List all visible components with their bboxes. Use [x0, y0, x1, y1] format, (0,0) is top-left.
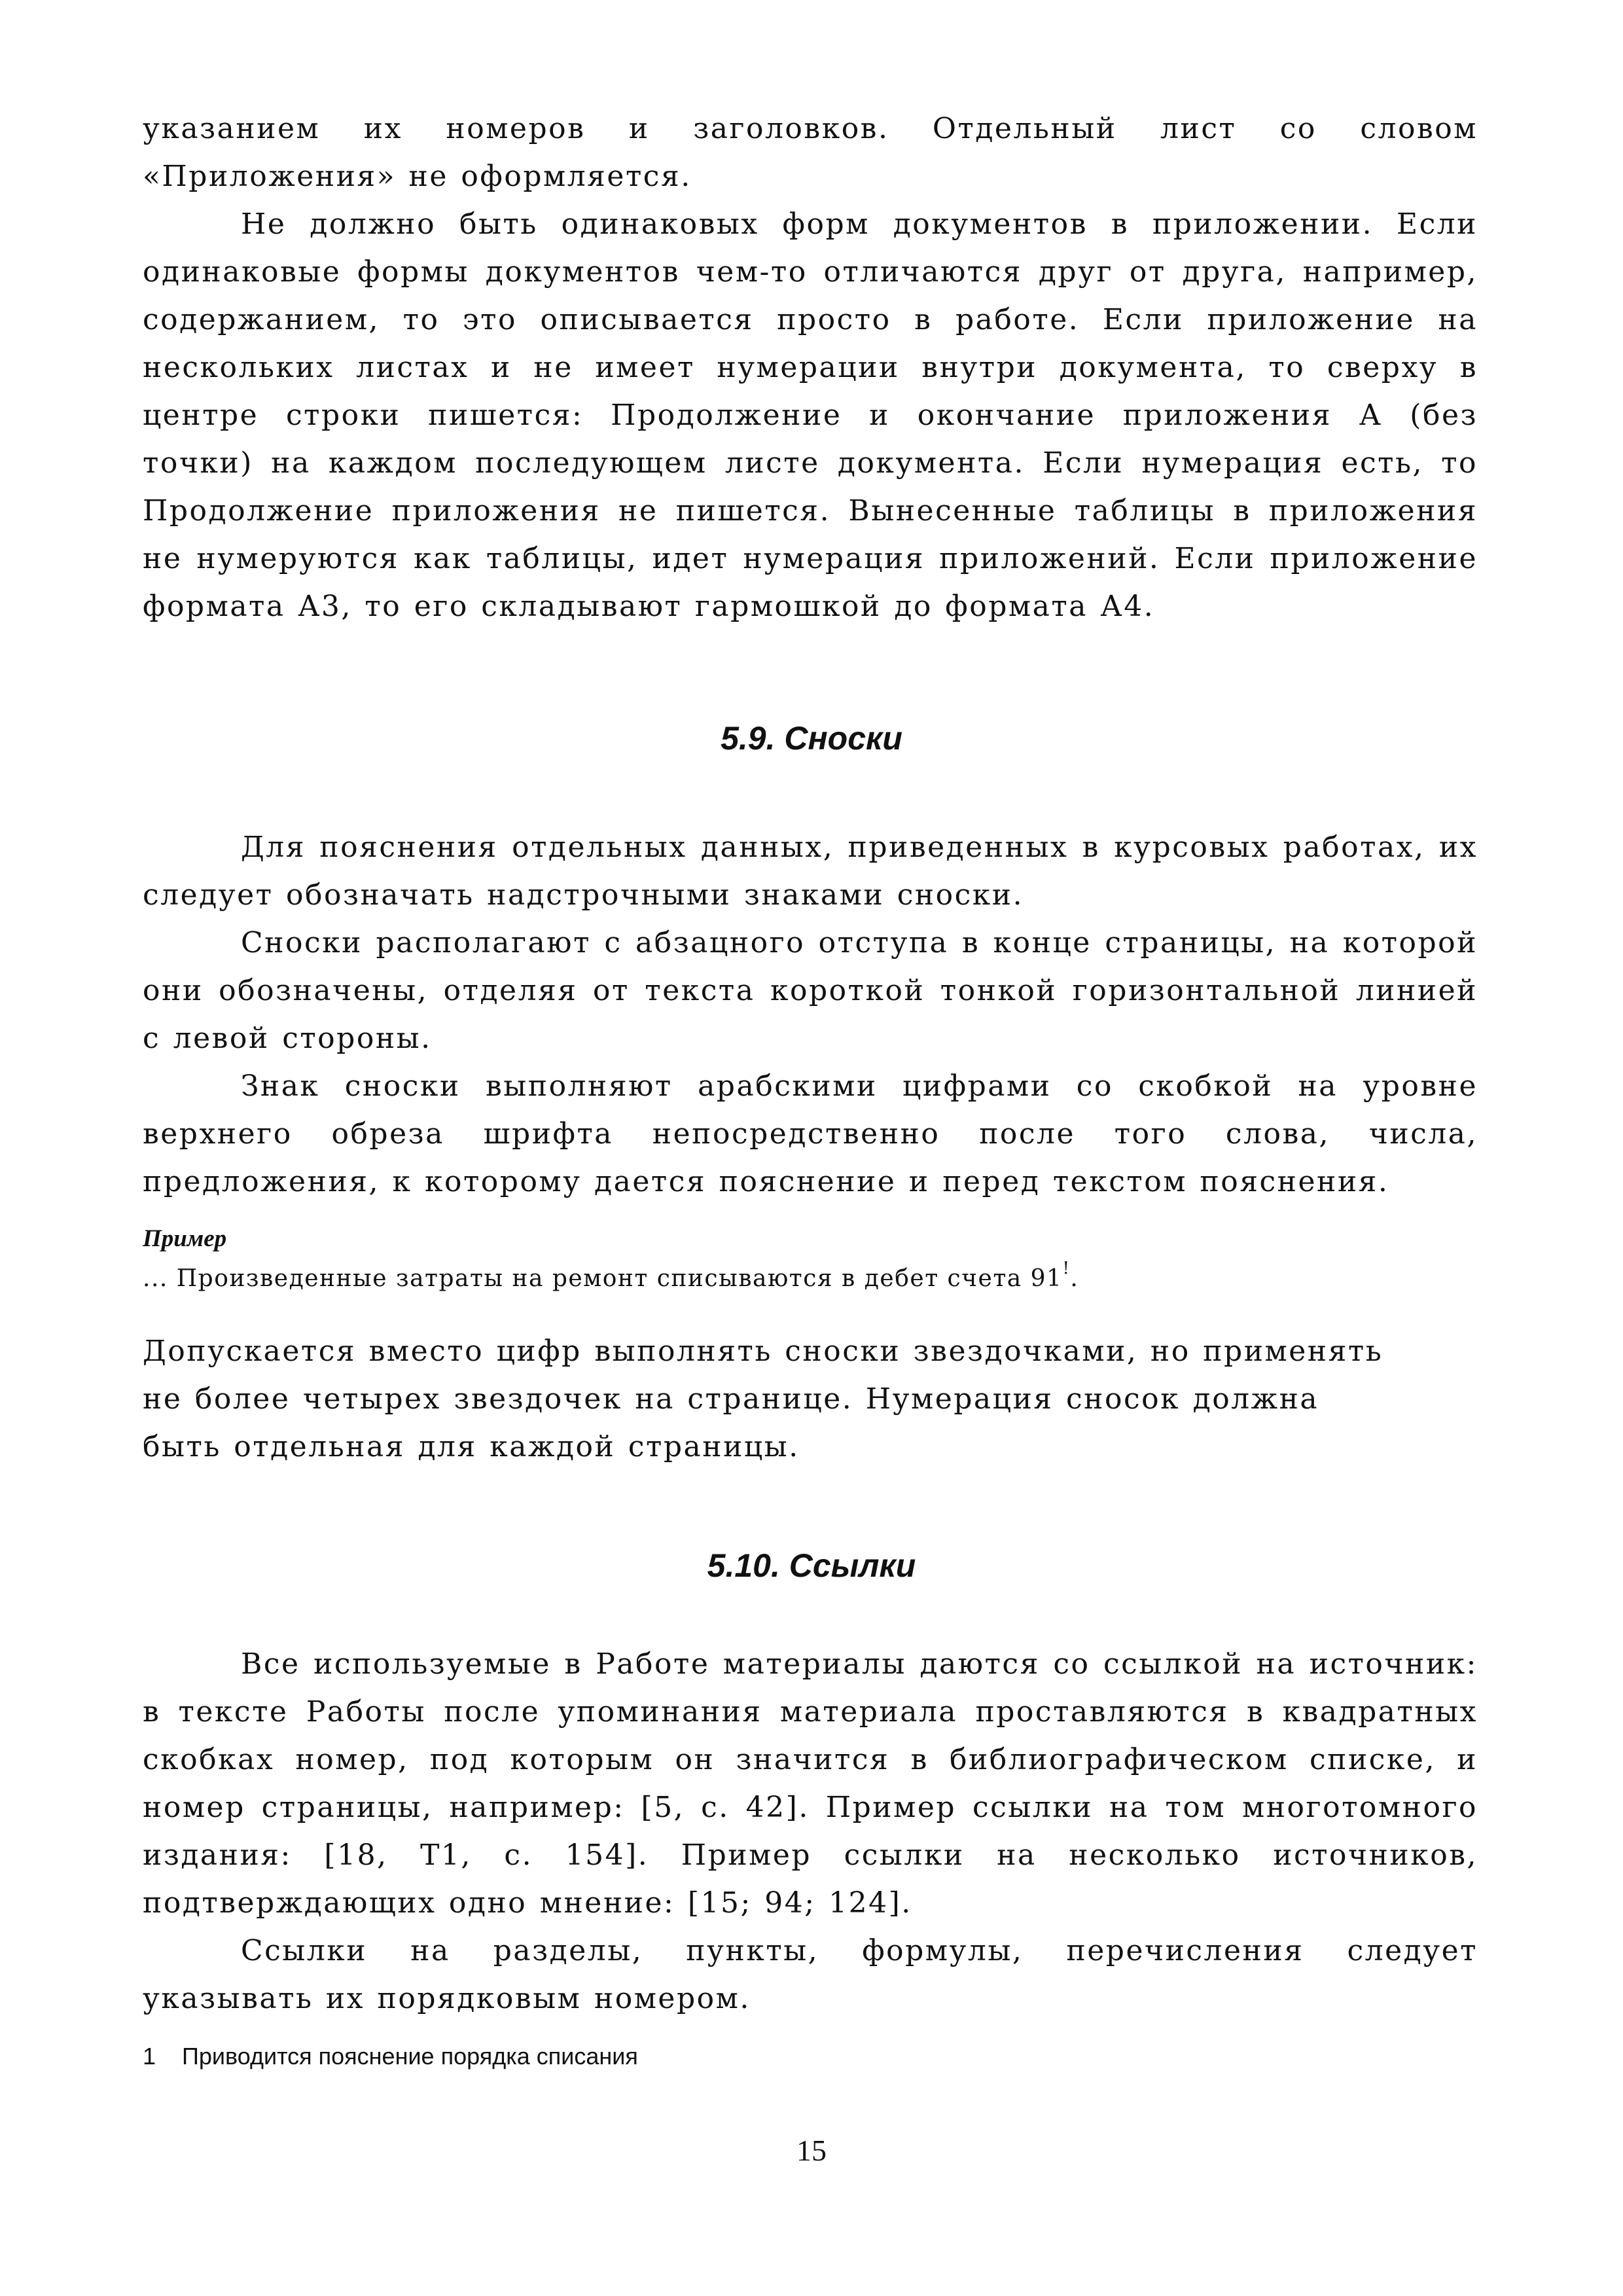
footnote-number: 1 — [143, 2043, 156, 2070]
intro-block — [143, 105, 1478, 630]
links-paragraph-1: Все используемые в Работе материалы даются со ссылкой на источник: в тексте Работы после упоминания материала проставляются в квадратных скобках номер, под которым он значится в библиографическом списке, и номер страницы, например: [5, с. 42]. Пример ссылки на том многотомного издания: [18, Т1, с. 154]. Пример ссылки на несколько источников, подтверждающих одно мнение: [15; 94; 124]. — [143, 1647, 1478, 1920]
links-paragraph-2: Ссылки на разделы, пункты, формулы, перечисления следует указывать их порядковым номером. — [143, 1934, 1478, 2015]
footnotes-paragraph-3: Знак сноски выполняют арабскими цифрами со скобкой на уровне верхнего обреза шрифта непосредственно после того слова, числа, предложения, к которому дается пояснение и перед текстом пояснения. — [143, 1069, 1478, 1198]
example-label: Пример — [143, 1225, 227, 1252]
example-block — [143, 1224, 1478, 1297]
links-section-body — [143, 1640, 1478, 2022]
page-footnote — [143, 2042, 1478, 2071]
example-sentence-end: . — [1070, 1265, 1079, 1292]
footnotes-section-body — [143, 823, 1478, 1206]
example-text — [143, 1254, 1478, 1297]
intro-paragraph-1: указанием их номеров и заголовков. Отдельный лист со словом «Приложения» не оформляется. — [143, 112, 1478, 193]
footnotes-paragraph-2: Сноски располагают с абзацного отступа в конце страницы, на которой они обозначены, отделяя от текста короткой тонкой горизонтальной линией с левой стороны. — [143, 926, 1478, 1055]
footnotes-paragraph-1: Для пояснения отдельных данных, приведенных в курсовых работах, их следует обозначать надстрочными знаками сноски. — [143, 831, 1478, 912]
footnote-mark: ! — [1062, 1259, 1071, 1278]
example-sentence: ... Произведенные затраты на ремонт списываются в дебет счета 91 — [143, 1265, 1063, 1292]
footnote-text: Приводится пояснение порядка списания — [182, 2043, 638, 2070]
section-heading-footnotes: 5.9. Сноски — [721, 720, 902, 757]
intro-paragraph-2: Не должно быть одинаковых форм документов в приложении. Если одинаковые формы документов чем-то отличаются друг от друга, например, содержанием, то это описывается просто в работе. Если приложение на нескольких листах и не имеет нумерации внутри документа, то сверху в центре строки пишется: Продолжение и окончание приложения А (без точки) на каждом последующем листе документа. Если нумерация есть, то Продолжение приложения не пишется. Вынесенные таблицы в приложения не нумеруются как таблицы, идет нумерация приложений. Если приложение формата А3, то его складывают гармошкой до формата А4. — [143, 207, 1478, 623]
section-heading-links: 5.10. Ссылки — [707, 1547, 916, 1584]
footnotes-paragraph-4: Допускается вместо цифр выполнять сноски звездочками, но применять не более четырех звездочек на странице. Нумерация сносок должна быть отдельная для каждой страницы. — [143, 1335, 1383, 1463]
asterisk-note-block — [143, 1327, 1478, 1471]
page-number: 15 — [796, 2134, 827, 2167]
